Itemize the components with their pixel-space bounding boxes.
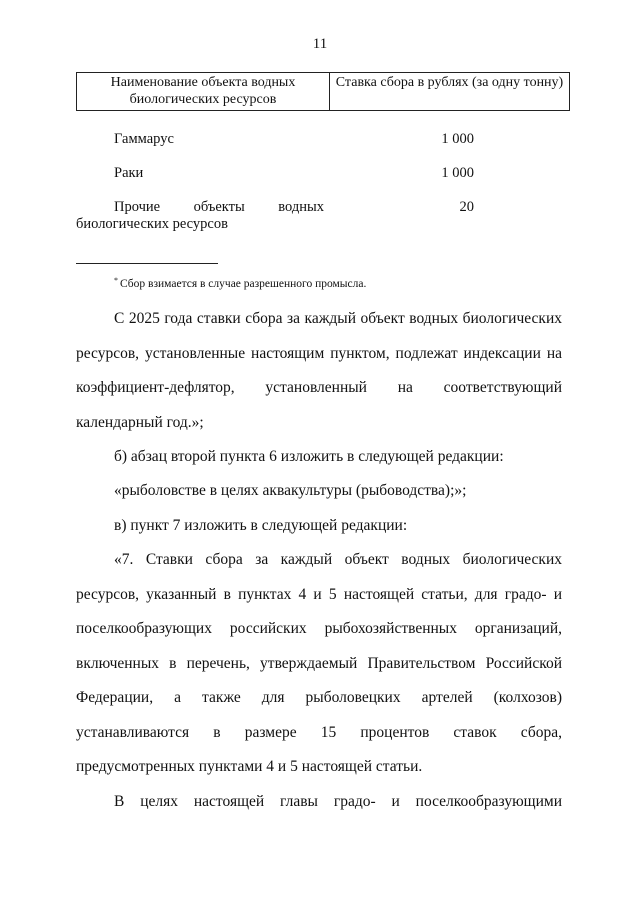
row-name (76, 199, 324, 233)
footnote-text: Сбор взимается в случае разрешенного промысла. (120, 278, 367, 290)
row-rate: 1 000 (441, 131, 474, 147)
rate-table-header (76, 72, 570, 111)
row-name-word: Прочие (114, 199, 161, 215)
footnote-divider (76, 263, 218, 264)
paragraph: «рыболовстве в целях аквакультуры (рыбоводства);»; (114, 482, 467, 499)
page-number: 11 (312, 36, 328, 52)
row-name: Гаммарус (114, 131, 174, 147)
paragraph: в) пункт 7 изложить в следующей редакции: (114, 517, 408, 534)
row-rate: 1 000 (441, 165, 474, 181)
row-rate: 20 (459, 199, 474, 215)
paragraph: В целях настоящей главы градо- и поселкообразующими (114, 793, 562, 810)
paragraph: б) абзац второй пункта 6 изложить в следующей редакции: (114, 448, 504, 465)
row-name: Раки (114, 165, 144, 181)
column-header-rate: Ставка сбора в рублях (за одну тонну) (330, 73, 570, 111)
column-header-name: Наименование объекта водных биологических ресурсов (77, 73, 330, 111)
row-name-word: водных (278, 199, 324, 215)
footnote-mark: * (114, 276, 118, 285)
paragraph: «7. Ставки сбора за каждый объект водных биологических ресурсов, указанный в пунктах 4 и 5 настоящей статьи, для градо- и поселкообразующих российских рыбохозяйственных организаций, включенных в перечень, утверждаемый Правительством Российской Федерации, а также для рыболовецких артелей (колхозов) устанавливаются в размере 15 процентов ставок сбора, предусмотренных пунктами 4 и 5 настоящей статьи. (76, 551, 562, 775)
row-name-word: объекты (193, 199, 245, 215)
paragraph: С 2025 года ставки сбора за каждый объект водных биологических ресурсов, установленные настоящим пунктом, подлежат индексации на коэффициент-дефлятор, установленный на соответствующий календарный год.»; (76, 310, 562, 431)
footnote (114, 276, 366, 290)
row-name-line2: биологических ресурсов (76, 216, 228, 232)
